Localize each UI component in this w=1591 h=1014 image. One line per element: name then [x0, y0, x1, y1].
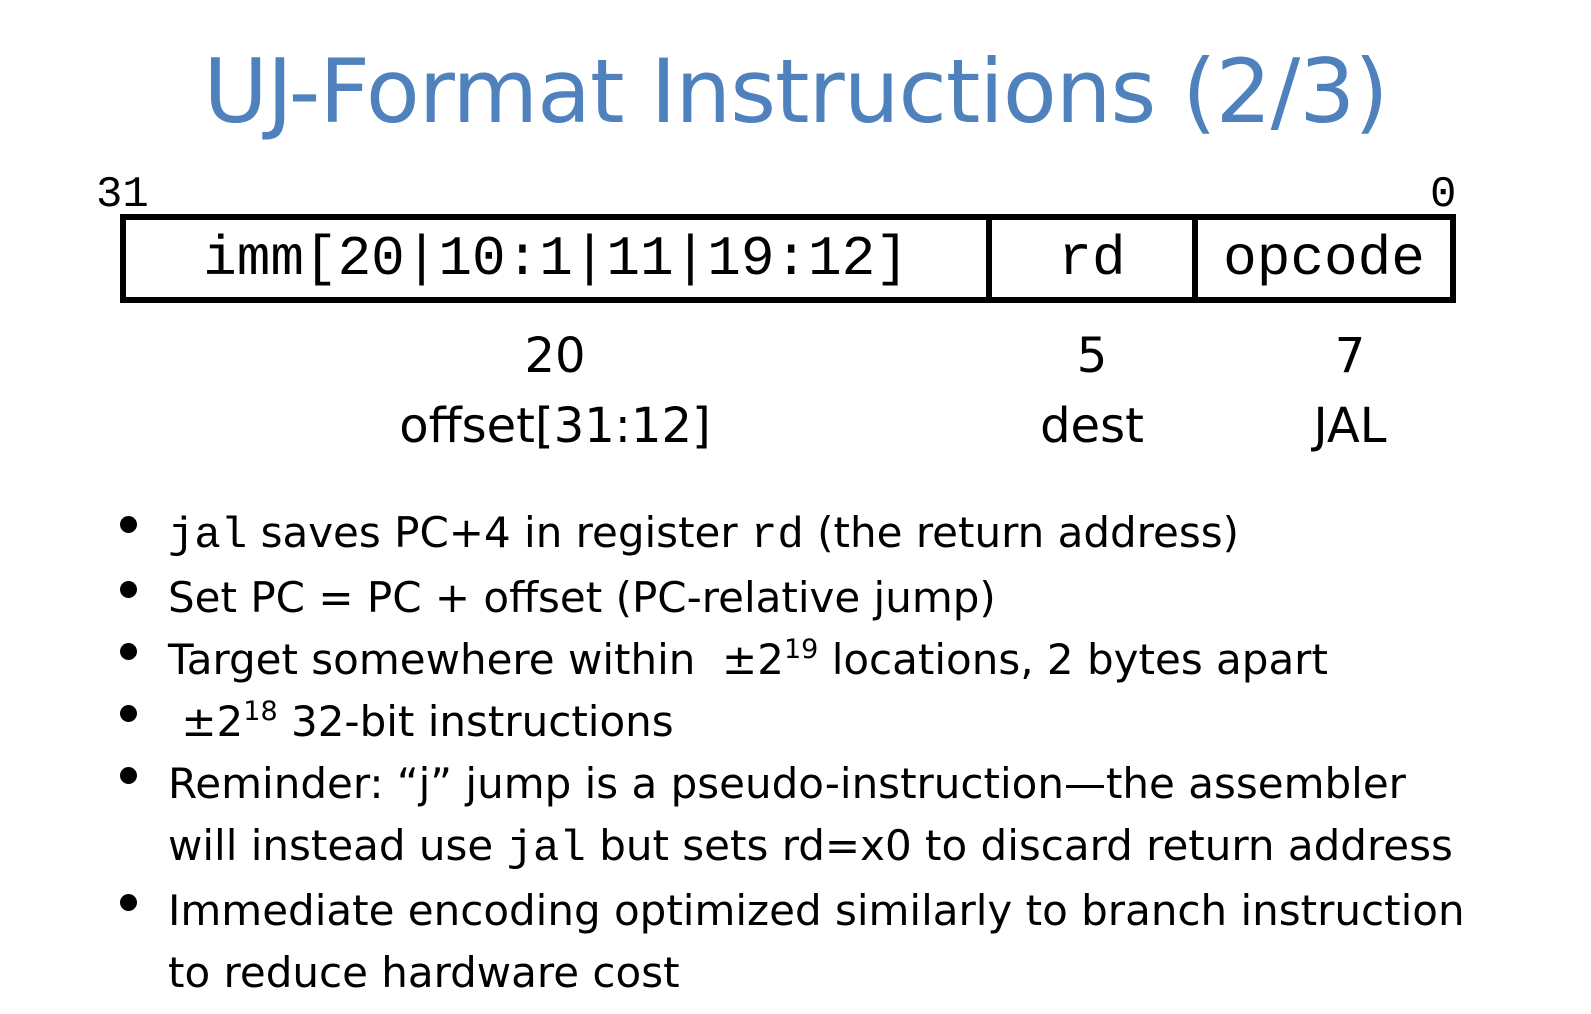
bullet-item: [0, 880, 1591, 1004]
bullet-item: [0, 567, 1591, 629]
code-jal: jal: [168, 511, 248, 561]
code-rd: rd: [751, 511, 804, 561]
bullet-item: [0, 502, 1591, 567]
bullet-text: will instead use: [168, 821, 507, 870]
bullet-text: Target somewhere within ±2: [168, 635, 784, 684]
bullet-item: [0, 753, 1591, 880]
instruction-format-box: [120, 214, 1456, 303]
field-rd-meaning: dest: [1040, 398, 1144, 454]
bullet-text: locations, 2 bytes apart: [818, 635, 1328, 684]
bullet-text: Set PC = PC + offset (PC-relative jump): [168, 573, 996, 622]
field-opcode: opcode: [1223, 226, 1425, 291]
bullet-dot-icon: [120, 581, 137, 598]
bullet-text: Immediate encoding optimized similarly to branch instruction: [168, 886, 1465, 935]
field-opcode-width: 7: [1334, 328, 1366, 384]
bullet-text: 32-bit instructions: [277, 697, 674, 746]
bullet-text: but sets rd=x0 to discard return address: [585, 821, 1453, 870]
bullet-dot-icon: [120, 516, 137, 533]
field-imm-meaning: offset[31:12]: [399, 398, 711, 454]
field-imm-width: 20: [524, 328, 586, 384]
bullet-item: [0, 629, 1591, 691]
bullet-text: ±2: [168, 697, 244, 746]
exponent: 18: [243, 696, 278, 727]
field-opcode-meaning: JAL: [1313, 398, 1387, 454]
field-rd: rd: [992, 220, 1198, 297]
bullet-dot-icon: [120, 705, 137, 722]
bit-label-high: 31: [96, 170, 149, 220]
bullet-text: (the return address): [803, 508, 1239, 557]
field-rd-width: 5: [1076, 328, 1108, 384]
bullet-text: Reminder: “j” jump is a pseudo-instruction—the assembler: [168, 759, 1406, 808]
field-imm: imm[20|10:1|11|19:12]: [126, 220, 992, 297]
bullet-dot-icon: [120, 767, 137, 784]
exponent: 19: [783, 634, 819, 665]
bullet-dot-icon: [120, 643, 137, 660]
code-jal: jal: [506, 824, 586, 874]
slide-title: UJ-Format Instructions (2/3): [203, 40, 1388, 143]
bullet-text: to reduce hardware cost: [168, 948, 680, 997]
bullet-dot-icon: [120, 894, 137, 911]
bit-label-low: 0: [1430, 170, 1457, 220]
bullet-item: [0, 691, 1591, 753]
bullet-text: saves PC+4 in register: [247, 508, 751, 557]
bullet-list: [0, 502, 1591, 1004]
